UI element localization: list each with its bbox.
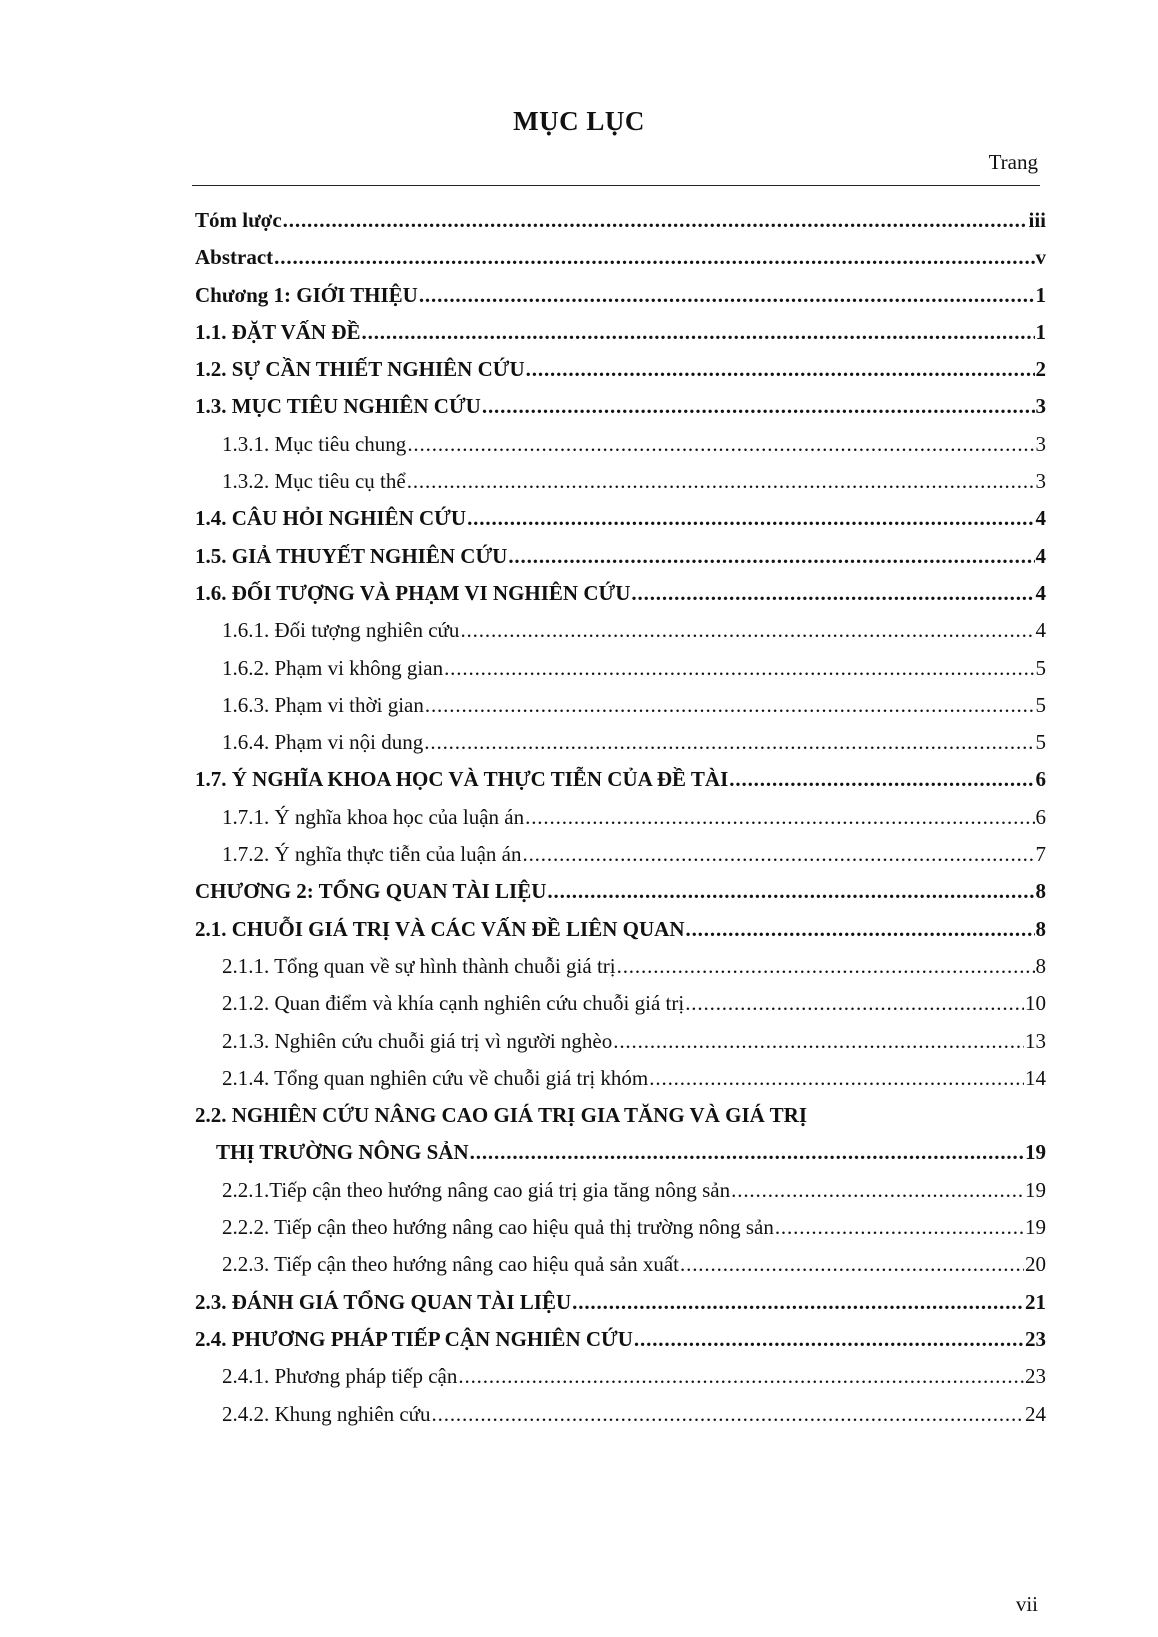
toc-entry-page: 4 [1035, 618, 1046, 643]
toc-dot-leader [283, 207, 1028, 233]
toc-entry-page: 4 [1035, 543, 1046, 568]
toc-dot-leader [444, 655, 1034, 681]
toc-entry-title: 1.7.1. Ý nghĩa khoa học của luận án [222, 804, 525, 829]
toc-entry[interactable] [195, 1251, 1046, 1288]
toc-entry-page: 21 [1025, 1289, 1046, 1314]
toc-entry-title: 2.1.3. Nghiên cứu chuỗi giá trị vì người nghèo [222, 1028, 613, 1053]
toc-entry-page: 5 [1035, 692, 1046, 717]
toc-entry[interactable] [195, 1326, 1046, 1363]
toc-dot-leader [467, 505, 1034, 531]
toc-entry[interactable] [195, 1028, 1046, 1065]
toc-entry-title: 1.2. SỰ CẦN THIẾT NGHIÊN CỨU [195, 357, 525, 382]
toc-entry-title: 1.3.1. Mục tiêu chung [222, 431, 407, 456]
toc-entry[interactable] [195, 729, 1046, 766]
toc-entry-title: Chương 1: GIỚI THIỆU [195, 282, 418, 307]
toc-entry-title: 1.6.1. Đối tượng nghiên cứu [222, 618, 460, 643]
toc-entry-page: 3 [1035, 469, 1046, 494]
toc-dot-leader [425, 692, 1035, 718]
toc-entry-page: 20 [1025, 1252, 1046, 1277]
toc-dot-leader [362, 319, 1035, 345]
toc-dot-leader [526, 356, 1035, 382]
toc-entry-title: 2.1.4. Tổng quan nghiên cứu về chuỗi giá trị khóm [222, 1065, 649, 1090]
toc-dot-leader [482, 393, 1035, 419]
toc-entry[interactable] [195, 841, 1046, 878]
toc-entry-page: 2 [1035, 357, 1046, 382]
toc-entry-page: 4 [1035, 506, 1046, 531]
toc-entry-title: 1.6.4. Phạm vi nội dung [222, 730, 424, 755]
toc-entry-page: 8 [1035, 879, 1046, 904]
toc-entry[interactable] [195, 1401, 1046, 1438]
toc-entry-title: 1.5. GIẢ THUYẾT NGHIÊN CỨU [195, 543, 508, 568]
toc-entry-page: 19 [1025, 1177, 1046, 1202]
toc-entry[interactable] [195, 1102, 1046, 1139]
toc-dot-leader [458, 1363, 1024, 1389]
footer-page-number: vii [1015, 1592, 1038, 1616]
toc-entry[interactable] [195, 766, 1046, 803]
toc-entry-page: 7 [1035, 842, 1046, 867]
toc-entry-title: CHƯƠNG 2: TỔNG QUAN TÀI LIỆU [195, 879, 547, 904]
toc-entry-page: 23 [1025, 1364, 1046, 1389]
toc-entry-title: 2.4.2. Khung nghiên cứu [222, 1401, 431, 1426]
page-column-header: Trang [988, 150, 1038, 174]
toc-entry[interactable] [195, 692, 1046, 729]
toc-entry-title: 2.2.3. Tiếp cận theo hướng nâng cao hiệu quả sản xuất [222, 1252, 679, 1277]
toc-entry[interactable] [195, 953, 1046, 990]
toc-dot-leader [649, 1065, 1024, 1091]
toc-entry-page: iii [1028, 208, 1046, 232]
toc-dot-leader [631, 580, 1034, 606]
page-title: MỤC LỤC [513, 106, 645, 136]
toc-entry-title: 1.6.3. Phạm vi thời gian [222, 692, 424, 717]
toc-dot-leader [685, 916, 1034, 942]
toc-dot-leader [274, 244, 1034, 270]
toc-entry-page: 14 [1025, 1065, 1046, 1090]
toc-dot-leader [525, 804, 1034, 830]
toc-entry[interactable] [195, 431, 1046, 468]
toc-dot-leader [522, 841, 1034, 867]
toc-entry-title: 2.4.1. Phương pháp tiếp cận [222, 1364, 458, 1389]
toc-entry[interactable] [195, 878, 1046, 915]
toc-dot-leader [680, 1251, 1024, 1277]
toc-entry[interactable] [195, 1289, 1046, 1326]
toc-dot-leader [572, 1289, 1024, 1315]
toc-entry-page: 5 [1035, 730, 1046, 755]
toc-entry-title: Abstract [195, 245, 274, 270]
toc-entry[interactable] [195, 207, 1046, 244]
toc-entry-title: 2.2.1.Tiếp cận theo hướng nâng cao giá trị gia tăng nông sản [222, 1177, 731, 1202]
toc-dot-leader [617, 953, 1035, 979]
toc-dot-leader [729, 766, 1034, 792]
toc-entry[interactable] [195, 1139, 1046, 1176]
toc-entry[interactable] [195, 655, 1046, 692]
toc-dot-leader [419, 282, 1035, 308]
toc-entry[interactable] [195, 1177, 1046, 1214]
toc-entry-page: 23 [1025, 1326, 1046, 1351]
toc-entry-page: 8 [1035, 953, 1046, 978]
toc-dot-leader [508, 543, 1034, 569]
toc-entry-title: 2.2. NGHIÊN CỨU NÂNG CAO GIÁ TRỊ GIA TĂNG VÀ GIÁ TRỊ [195, 1103, 808, 1128]
toc-entry-page: 24 [1025, 1401, 1046, 1426]
toc-dot-leader [775, 1214, 1024, 1240]
toc-entry-title: 1.4. CÂU HỎI NGHIÊN CỨU [195, 506, 467, 531]
toc-entry-title: Tóm lược [195, 208, 282, 232]
toc-entry-title: 1.6.2. Phạm vi không gian [222, 655, 444, 680]
toc-dot-leader [685, 990, 1024, 1016]
toc-dot-leader [407, 431, 1034, 457]
toc-dot-leader [424, 729, 1034, 755]
toc-entry[interactable] [195, 1214, 1046, 1251]
toc-entry[interactable] [195, 804, 1046, 841]
table-of-contents [195, 207, 1046, 1438]
toc-dot-leader [634, 1326, 1024, 1352]
toc-entry-title: 2.1. CHUỖI GIÁ TRỊ VÀ CÁC VẤN ĐỀ LIÊN QUAN [195, 916, 685, 941]
toc-dot-leader [547, 878, 1034, 904]
toc-dot-leader [470, 1139, 1024, 1165]
toc-entry[interactable] [195, 505, 1046, 542]
toc-dot-leader [460, 617, 1034, 643]
toc-entry[interactable] [195, 543, 1046, 580]
toc-dot-leader [731, 1177, 1024, 1203]
toc-entry[interactable] [195, 1065, 1046, 1102]
toc-entry-page: 6 [1035, 804, 1046, 829]
toc-entry[interactable] [195, 990, 1046, 1027]
toc-entry-page: 13 [1025, 1028, 1046, 1053]
toc-entry[interactable] [195, 393, 1046, 430]
toc-entry-title: THỊ TRƯỜNG NÔNG SẢN [216, 1140, 469, 1165]
toc-entry[interactable] [195, 916, 1046, 953]
toc-entry[interactable] [195, 319, 1046, 356]
toc-entry[interactable] [195, 580, 1046, 617]
toc-entry-page: 5 [1035, 655, 1046, 680]
toc-entry-title: 1.1. ĐẶT VẤN ĐỀ [195, 319, 361, 344]
toc-entry-title: 1.3.2. Mục tiêu cụ thể [222, 469, 406, 494]
toc-entry-title: 1.6. ĐỐI TƯỢNG VÀ PHẠM VI NGHIÊN CỨU [195, 580, 631, 605]
toc-entry[interactable] [195, 468, 1046, 505]
toc-entry-title: 2.1.2. Quan điểm và khía cạnh nghiên cứu chuỗi giá trị [222, 991, 685, 1016]
toc-entry[interactable] [195, 356, 1046, 393]
toc-entry-page: 10 [1025, 991, 1046, 1016]
toc-entry-page: 19 [1025, 1215, 1046, 1240]
toc-dot-leader [432, 1401, 1024, 1427]
toc-entry[interactable] [195, 244, 1046, 281]
toc-entry-title: 2.2.2. Tiếp cận theo hướng nâng cao hiệu quả thị trường nông sản [222, 1215, 774, 1240]
header-rule [192, 185, 1040, 186]
toc-entry-title: 2.3. ĐÁNH GIÁ TỔNG QUAN TÀI LIỆU [195, 1289, 572, 1314]
toc-entry-title: 2.1.1. Tổng quan về sự hình thành chuỗi giá trị [222, 953, 616, 978]
toc-entry-page: 3 [1035, 394, 1046, 419]
toc-entry-page: 1 [1035, 319, 1046, 344]
toc-entry-title: 1.7.2. Ý nghĩa thực tiễn của luận án [222, 842, 522, 867]
toc-dot-leader [613, 1028, 1024, 1054]
toc-entry-title: 2.4. PHƯƠNG PHÁP TIẾP CẬN NGHIÊN CỨU [195, 1326, 633, 1351]
toc-entry[interactable] [195, 617, 1046, 654]
toc-entry-page: 8 [1035, 916, 1046, 941]
toc-entry-page: 1 [1035, 282, 1046, 307]
toc-entry-title: 1.7. Ý NGHĨA KHOA HỌC VÀ THỰC TIỄN CỦA ĐỀ TÀI [195, 767, 729, 792]
toc-entry-title: 1.3. MỤC TIÊU NGHIÊN CỨU [195, 394, 481, 419]
toc-entry-page: v [1035, 245, 1046, 270]
toc-entry-page: 4 [1035, 580, 1046, 605]
toc-entry[interactable] [195, 1363, 1046, 1400]
toc-entry-page: 19 [1025, 1140, 1046, 1165]
toc-entry[interactable] [195, 282, 1046, 319]
toc-dot-leader [407, 468, 1035, 494]
toc-entry-page: 6 [1035, 767, 1046, 792]
toc-entry-page: 3 [1035, 431, 1046, 456]
